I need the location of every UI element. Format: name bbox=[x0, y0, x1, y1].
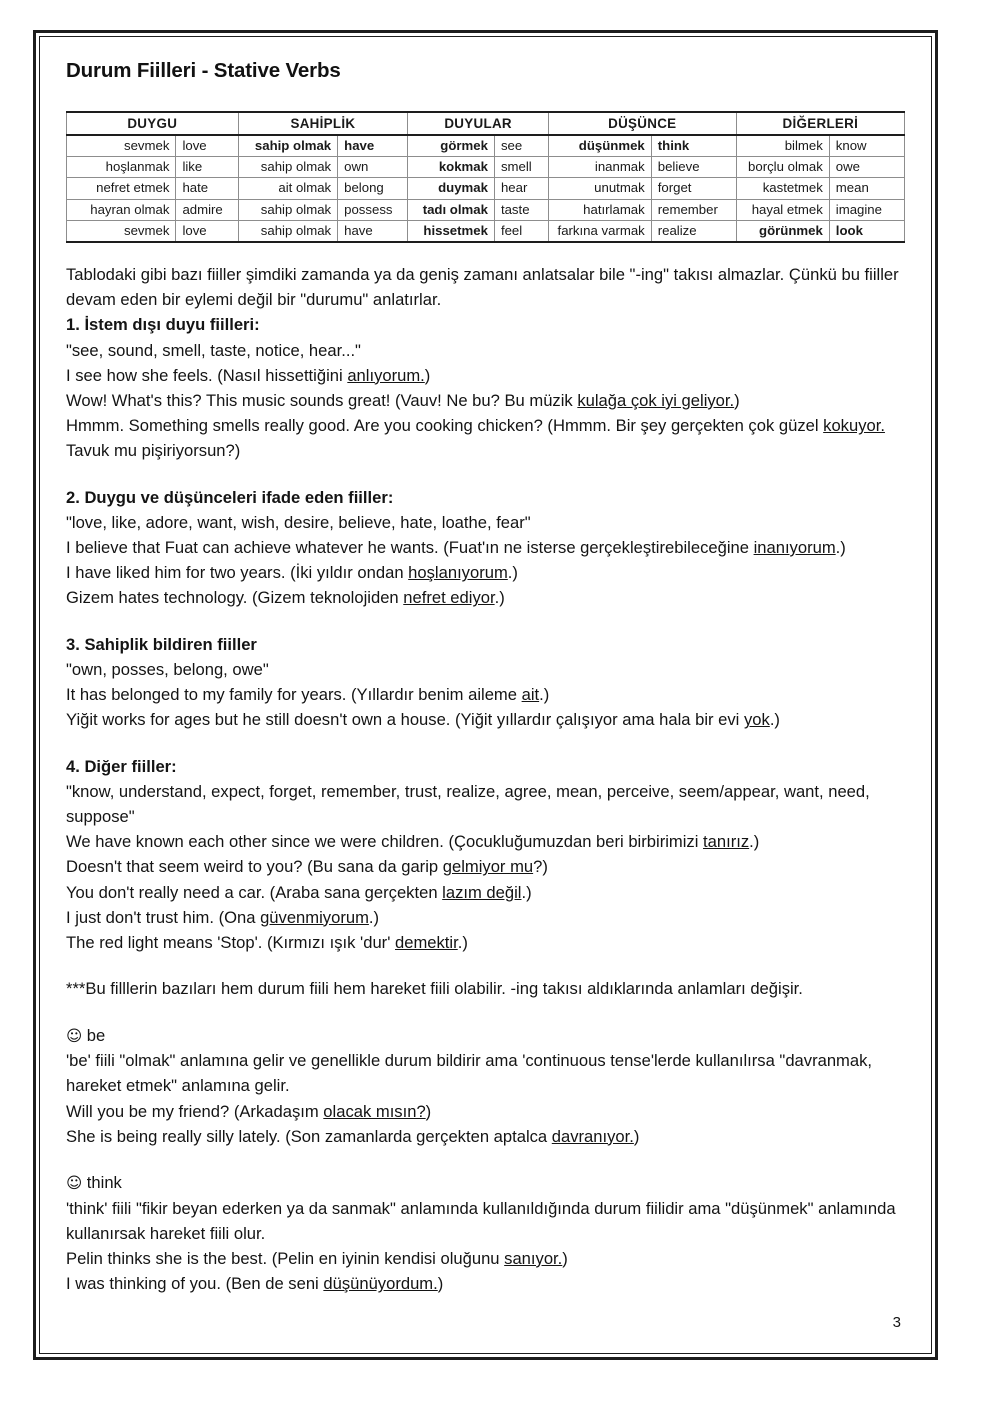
section-example bbox=[66, 707, 905, 732]
section-example bbox=[66, 829, 905, 854]
table-column-header: DİĞERLERİ bbox=[736, 112, 904, 135]
table-cell-english: look bbox=[829, 220, 904, 242]
special-verb-name: think bbox=[86, 1172, 122, 1192]
section-example bbox=[66, 682, 905, 707]
special-verb-example bbox=[66, 1246, 905, 1271]
example-highlight: yok bbox=[743, 710, 770, 730]
example-text-before: I believe that Fuat can achieve whatever he wants. (Fuat'ın ne isterse gerçekleştirebileceğine bbox=[66, 538, 754, 558]
table-cell-turkish: bilmek bbox=[736, 135, 829, 157]
example-text-after: .) bbox=[835, 538, 846, 558]
table-cell-turkish: düşünmek bbox=[548, 135, 651, 157]
table-cell-turkish: tadı olmak bbox=[408, 199, 495, 220]
table-cell-turkish: sahip olmak bbox=[238, 135, 338, 157]
table-column-header: DÜŞÜNCE bbox=[548, 112, 736, 135]
table-cell-english: like bbox=[176, 157, 238, 178]
stative-verbs-table bbox=[66, 111, 905, 243]
section-verb-list: "love, like, adore, want, wish, desire, believe, hate, loathe, fear" bbox=[66, 512, 531, 532]
example-text-before: It has belonged to my family for years. (Yıllardır benim aileme bbox=[66, 685, 522, 705]
table-cell-turkish: sahip olmak bbox=[238, 199, 338, 220]
special-verbs-container bbox=[66, 1002, 905, 1297]
table-cell-english: have bbox=[338, 220, 408, 242]
example-highlight: sanıyor. bbox=[504, 1248, 563, 1268]
smiley-face-icon: ☺ bbox=[66, 1026, 83, 1045]
special-verb-explanation: 'think' fiili "fikir beyan ederken ya da sanmak" anlamında kullanıldığında durum fiilidir ama "düşünmek" anlamında kullanırsak hareket fiili olur. bbox=[66, 1198, 896, 1243]
example-text-before: Gizem hates technology. (Gizem teknolojiden bbox=[66, 588, 404, 608]
section-example bbox=[66, 363, 905, 388]
example-text-after: .) bbox=[457, 933, 468, 953]
table-cell-turkish: sahip olmak bbox=[238, 157, 338, 178]
spacer bbox=[66, 733, 905, 754]
table-cell-turkish: hayal etmek bbox=[736, 199, 829, 220]
table-cell-english: forget bbox=[651, 178, 736, 199]
table-cell-turkish: sevmek bbox=[67, 135, 176, 157]
table-cell-turkish: kokmak bbox=[408, 157, 495, 178]
table-cell-turkish: hoşlanmak bbox=[67, 157, 176, 178]
section-heading: 2. Duygu ve düşünceleri ifade eden fiiller: bbox=[66, 487, 394, 507]
table-cell-english: feel bbox=[494, 220, 548, 242]
table-cell-english: love bbox=[176, 135, 238, 157]
table-cell-turkish: borçlu olmak bbox=[736, 157, 829, 178]
table-cell-english: smell bbox=[494, 157, 548, 178]
spacer bbox=[66, 1002, 905, 1023]
example-highlight: ait bbox=[521, 685, 540, 705]
table-column-header: DUYULAR bbox=[408, 112, 548, 135]
special-verb-example bbox=[66, 1099, 905, 1124]
table-cell-turkish: kastetmek bbox=[736, 178, 829, 199]
table-cell-turkish: inanmak bbox=[548, 157, 651, 178]
spacer bbox=[66, 1149, 905, 1170]
example-text-after: .) bbox=[539, 685, 550, 705]
example-highlight: düşünüyordum. bbox=[323, 1274, 438, 1294]
example-text-before: Doesn't that seem weird to you? (Bu sana da garip bbox=[66, 857, 443, 877]
example-highlight: olacak mısın? bbox=[323, 1101, 426, 1121]
note-paragraph: ***Bu filllerin bazıları hem durum fiili hem hareket fiili olabilir. -ing takısı aldıklarında anlamları değişir. bbox=[66, 979, 803, 999]
example-highlight: demektir bbox=[395, 933, 458, 953]
table-cell-turkish: nefret etmek bbox=[67, 178, 176, 199]
special-verb-example bbox=[66, 1124, 905, 1149]
table-cell-english: mean bbox=[829, 178, 904, 199]
table-cell-english: imagine bbox=[829, 199, 904, 220]
section-example bbox=[66, 560, 905, 585]
example-text-before: Pelin thinks she is the best. (Pelin en iyinin kendisi oluğunu bbox=[66, 1248, 505, 1268]
section-example bbox=[66, 854, 905, 879]
section-verb-list: "see, sound, smell, taste, notice, hear..." bbox=[66, 340, 361, 360]
example-text-before: I see how she feels. (Nasıl hissettiğini bbox=[66, 365, 348, 385]
table-cell-english: taste bbox=[494, 199, 548, 220]
example-highlight: gelmiyor mu bbox=[442, 857, 534, 877]
table-cell-english: have bbox=[338, 135, 408, 157]
section-heading: 4. Diğer fiiller: bbox=[66, 756, 177, 776]
spacer bbox=[66, 955, 905, 976]
table-body bbox=[67, 135, 905, 242]
example-text-before: Wow! What's this? This music sounds great! (Vauv! Ne bu? Bu müzik bbox=[66, 390, 578, 410]
example-text-before: The red light means 'Stop'. (Kırmızı ışık 'dur' bbox=[66, 933, 395, 953]
example-highlight: güvenmiyorum bbox=[260, 907, 369, 927]
table-row bbox=[67, 157, 905, 178]
table-cell-turkish: hissetmek bbox=[408, 220, 495, 242]
table-cell-turkish: görmek bbox=[408, 135, 495, 157]
spacer bbox=[66, 464, 905, 485]
example-text-after: ) bbox=[437, 1274, 444, 1294]
example-text-before: Will you be my friend? (Arkadaşım bbox=[66, 1101, 324, 1121]
table-row bbox=[67, 178, 905, 199]
example-highlight: kulağa çok iyi geliyor. bbox=[577, 390, 735, 410]
table-cell-english: hear bbox=[494, 178, 548, 199]
example-text-before: She is being really silly lately. (Son zamanlarda gerçekten aptalca bbox=[66, 1126, 552, 1146]
example-text-after: ) bbox=[562, 1248, 568, 1268]
example-highlight: nefret ediyor bbox=[403, 588, 495, 608]
special-verb-example bbox=[66, 1271, 905, 1296]
page-number: 3 bbox=[892, 1314, 901, 1331]
example-highlight: kokuyor. bbox=[823, 416, 885, 436]
table-cell-english: realize bbox=[651, 220, 736, 242]
table-row bbox=[67, 199, 905, 220]
section-heading: 1. İstem dışı duyu fiilleri: bbox=[66, 315, 260, 335]
special-verb-explanation: 'be' fiili "olmak" anlamına gelir ve genellikle durum bildirir ama 'continuous tense'lerde kullanılırsa "davranmak, hareket etmek" anlamına gelir. bbox=[66, 1051, 873, 1096]
table-cell-turkish: farkına varmak bbox=[548, 220, 651, 242]
example-text-after: .) bbox=[769, 710, 780, 730]
example-text-before: Hmmm. Something smells really good. Are you cooking chicken? (Hmmm. Bir şey gerçekten çok güzel bbox=[66, 416, 824, 436]
example-text-after: ) bbox=[734, 390, 740, 410]
table-cell-english: own bbox=[338, 157, 408, 178]
example-text-before: I have liked him for two years. (İki yıldır ondan bbox=[66, 563, 409, 583]
intro-paragraph: Tablodaki gibi bazı fiiller şimdiki zamanda ya da geniş zamanı anlatsalar bile "-ing" takısı almazlar. Çünkü bu fiiller devam eden bir eylemi değil bir "durumu" anlatırlar. bbox=[66, 264, 899, 310]
table-cell-english: possess bbox=[338, 199, 408, 220]
table-cell-turkish: görünmek bbox=[736, 220, 829, 242]
section-verb-list: "know, understand, expect, forget, remember, trust, realize, agree, mean, perceive, seem/appear, want, need, suppose" bbox=[66, 781, 870, 827]
table-column-header: SAHİPLİK bbox=[238, 112, 408, 135]
table-cell-turkish: hayran olmak bbox=[67, 199, 176, 220]
table-cell-turkish: hatırlamak bbox=[548, 199, 651, 220]
section-example bbox=[66, 413, 905, 463]
body-text bbox=[66, 262, 905, 1297]
table-cell-turkish: sevmek bbox=[67, 220, 176, 242]
section-example bbox=[66, 585, 905, 610]
section-verb-list: "own, posses, belong, owe" bbox=[66, 659, 269, 679]
example-highlight: lazım değil bbox=[442, 882, 522, 902]
section-example bbox=[66, 880, 905, 905]
table-cell-english: know bbox=[829, 135, 904, 157]
table-cell-turkish: duymak bbox=[408, 178, 495, 199]
spacer bbox=[66, 611, 905, 632]
example-highlight: hoşlanıyorum bbox=[408, 563, 508, 583]
section-example bbox=[66, 535, 905, 560]
section-example bbox=[66, 905, 905, 930]
example-text-after: .) bbox=[494, 588, 505, 608]
table-cell-english: think bbox=[651, 135, 736, 157]
example-text-after: .) bbox=[507, 563, 518, 583]
stative-verbs-table-wrapper bbox=[66, 111, 905, 243]
section-example bbox=[66, 930, 905, 955]
section-heading: 3. Sahiplik bildiren fiiller bbox=[66, 634, 257, 654]
table-column-header: DUYGU bbox=[67, 112, 239, 135]
example-highlight: tanırız bbox=[703, 832, 750, 852]
example-highlight: inanıyorum bbox=[753, 538, 836, 558]
example-text-after: .) bbox=[521, 882, 532, 902]
example-text-after: ) bbox=[633, 1126, 640, 1146]
page-title: Durum Fiilleri - Stative Verbs bbox=[66, 59, 341, 82]
sections-container bbox=[66, 312, 905, 955]
example-highlight: davranıyor. bbox=[551, 1126, 634, 1146]
example-text-after: .) bbox=[368, 907, 380, 927]
table-cell-english: hate bbox=[176, 178, 238, 199]
page-content bbox=[40, 37, 931, 1353]
table-cell-english: see bbox=[494, 135, 548, 157]
example-text-after: .) bbox=[749, 832, 760, 852]
table-row bbox=[67, 220, 905, 242]
table-cell-turkish: unutmak bbox=[548, 178, 651, 199]
example-text-after: ) bbox=[424, 365, 431, 385]
smiley-face-icon: ☺ bbox=[66, 1173, 83, 1192]
example-text-before: We have known each other since we were children. (Çocukluğumuzdan beri birbirimizi bbox=[66, 832, 704, 852]
page-border-frame bbox=[33, 30, 938, 1360]
table-cell-english: remember bbox=[651, 199, 736, 220]
special-verb-heading bbox=[66, 1023, 905, 1049]
table-cell-english: owe bbox=[829, 157, 904, 178]
table-header-row bbox=[67, 112, 905, 135]
example-text-after: ) bbox=[425, 1101, 432, 1121]
table-row bbox=[67, 135, 905, 157]
table-cell-english: believe bbox=[651, 157, 736, 178]
example-text-before: I just don't trust him. (Ona bbox=[66, 907, 261, 927]
table-cell-english: admire bbox=[176, 199, 238, 220]
example-text-before: Yiğit works for ages but he still doesn't own a house. (Yiğit yıllardır çalışıyor ama hala bir evi bbox=[66, 710, 744, 730]
special-verb-heading bbox=[66, 1170, 905, 1196]
section-example bbox=[66, 388, 905, 413]
example-highlight: anlıyorum. bbox=[347, 365, 425, 385]
page-border-inner bbox=[39, 36, 932, 1354]
example-text-after: ?) bbox=[533, 857, 548, 877]
table-cell-turkish: ait olmak bbox=[238, 178, 338, 199]
table-cell-turkish: sahip olmak bbox=[238, 220, 338, 242]
table-cell-english: belong bbox=[338, 178, 408, 199]
special-verb-name: be bbox=[86, 1025, 106, 1045]
example-text-before: You don't really need a car. (Araba sana gerçekten bbox=[66, 882, 443, 902]
table-cell-english: love bbox=[176, 220, 238, 242]
example-text-after: Tavuk mu pişiriyorsun?) bbox=[66, 441, 241, 461]
example-text-before: I was thinking of you. (Ben de seni bbox=[66, 1274, 324, 1294]
